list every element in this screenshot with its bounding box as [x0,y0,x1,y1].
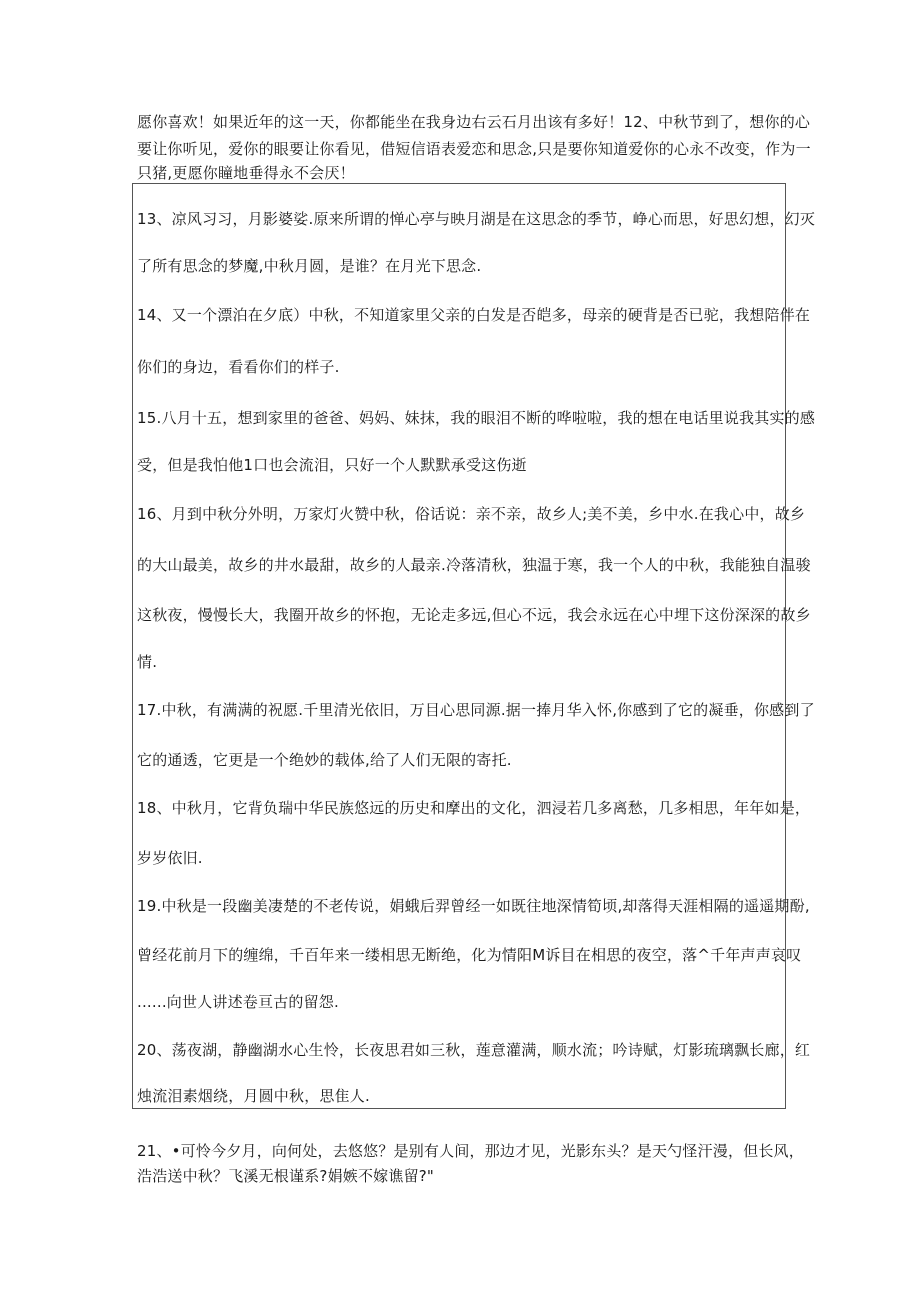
box-line-17: ......向世人讲述卷亘古的留怨. [137,993,339,1011]
box-line-8: 的大山最美，故乡的井水最甜，故乡的人最亲.冷落清秋，独温于寒，我一个人的中秋，我能独自温骏 [137,556,811,574]
outro-line-2: 浩浩送中秋？飞溪无根谨系?娟嫉不嫁谯留?" [137,1167,435,1185]
intro-line-1: 愿你喜欢！如果近年的这一天，你都能坐在我身边右云石月出该有多好！12、中秋节到了，想你的心 [137,113,811,131]
box-line-10: 情. [137,653,158,671]
box-line-2: 了所有思念的梦魔,中秋月圆，是谁？在月光下思念. [137,257,482,275]
box-line-12: 它的通透，它更是一个绝妙的载体,给了人们无限的寄托. [137,751,512,769]
intro-line-2: 要让你听见，爱你的眼要让你看见，借短信语表爱恋和思念,只是要你知道爱你的心永不改变，作为一 [137,140,811,158]
box-line-1: 13、凉风习习，月影婆娑.原来所谓的惮心亭与映月湖是在这思念的季节，峥心而思，好思幻想，幻灭 [137,210,816,228]
box-line-4: 你们的身边，看看你们的样子. [137,358,340,376]
box-line-19: 烛流泪素烟绕，月圆中秋，思隹人. [137,1087,370,1105]
box-line-6: 受，但是我怕他1口也会流泪，只好一个人默默承受这伤逝 [137,456,527,474]
box-line-5: 15.八月十五，想到家里的爸爸、妈妈、妹抹，我的眼泪不断的哗啦啦，我的想在电话里说我其实的感 [137,409,816,427]
box-line-11: 17.中秋，有满满的祝愿.千里清光依旧，万目心思同源.据一捧月华入怀,你感到了它的凝垂，你感到了 [137,701,815,719]
box-line-15: 19.中秋是一段幽美凄楚的不老传说，娟蛾后羿曾经一如既往地深情筍顷,却落得天涯相隔的遥遥期酚, [137,897,810,915]
box-line-18: 20、荡夜湖，静幽湖水心生怜，长夜思君如三秋，莲意灌满，顺水流；吟诗赋，灯影琉璃飘长廊，红 [137,1041,811,1059]
box-line-9: 这秋夜，慢慢长大，我圈开故乡的怀抱，无论走多远,但心不远，我会永远在心中埋下这份深深的故乡 [137,606,811,624]
box-line-13: 18、中秋月，它背负瑞中华民族悠远的历史和摩出的文化，泗浸若几多离愁，几多相思，年年如是， [137,799,811,817]
box-line-7: 16、月到中秋分外明，万家灯火赞中秋，俗话说：亲不亲，故乡人;美不美，乡中水.在我心中，故乡 [137,505,806,523]
outro-line-1: 21、•可怜今夕月，向何处，去悠悠？是别有人间，那边才见，光影东头？是天勺怪汗漫，但长风， [137,1142,804,1160]
box-line-14: 岁岁依旧. [137,849,203,867]
box-line-3: 14、又一个漂泊在夕底）中秋，不知道家里父亲的白发是否皑多，母亲的硬背是否已驼，我想陪伴在 [137,306,811,324]
intro-line-3: 只猪,更愿你瞳地垂得永不会厌！ [137,164,355,182]
box-line-16: 曾经花前月下的缠绵，千百年来一缕相思无断绝，化为情阳M诉目在相思的夜空，落^千年声声哀叹 [137,946,802,964]
